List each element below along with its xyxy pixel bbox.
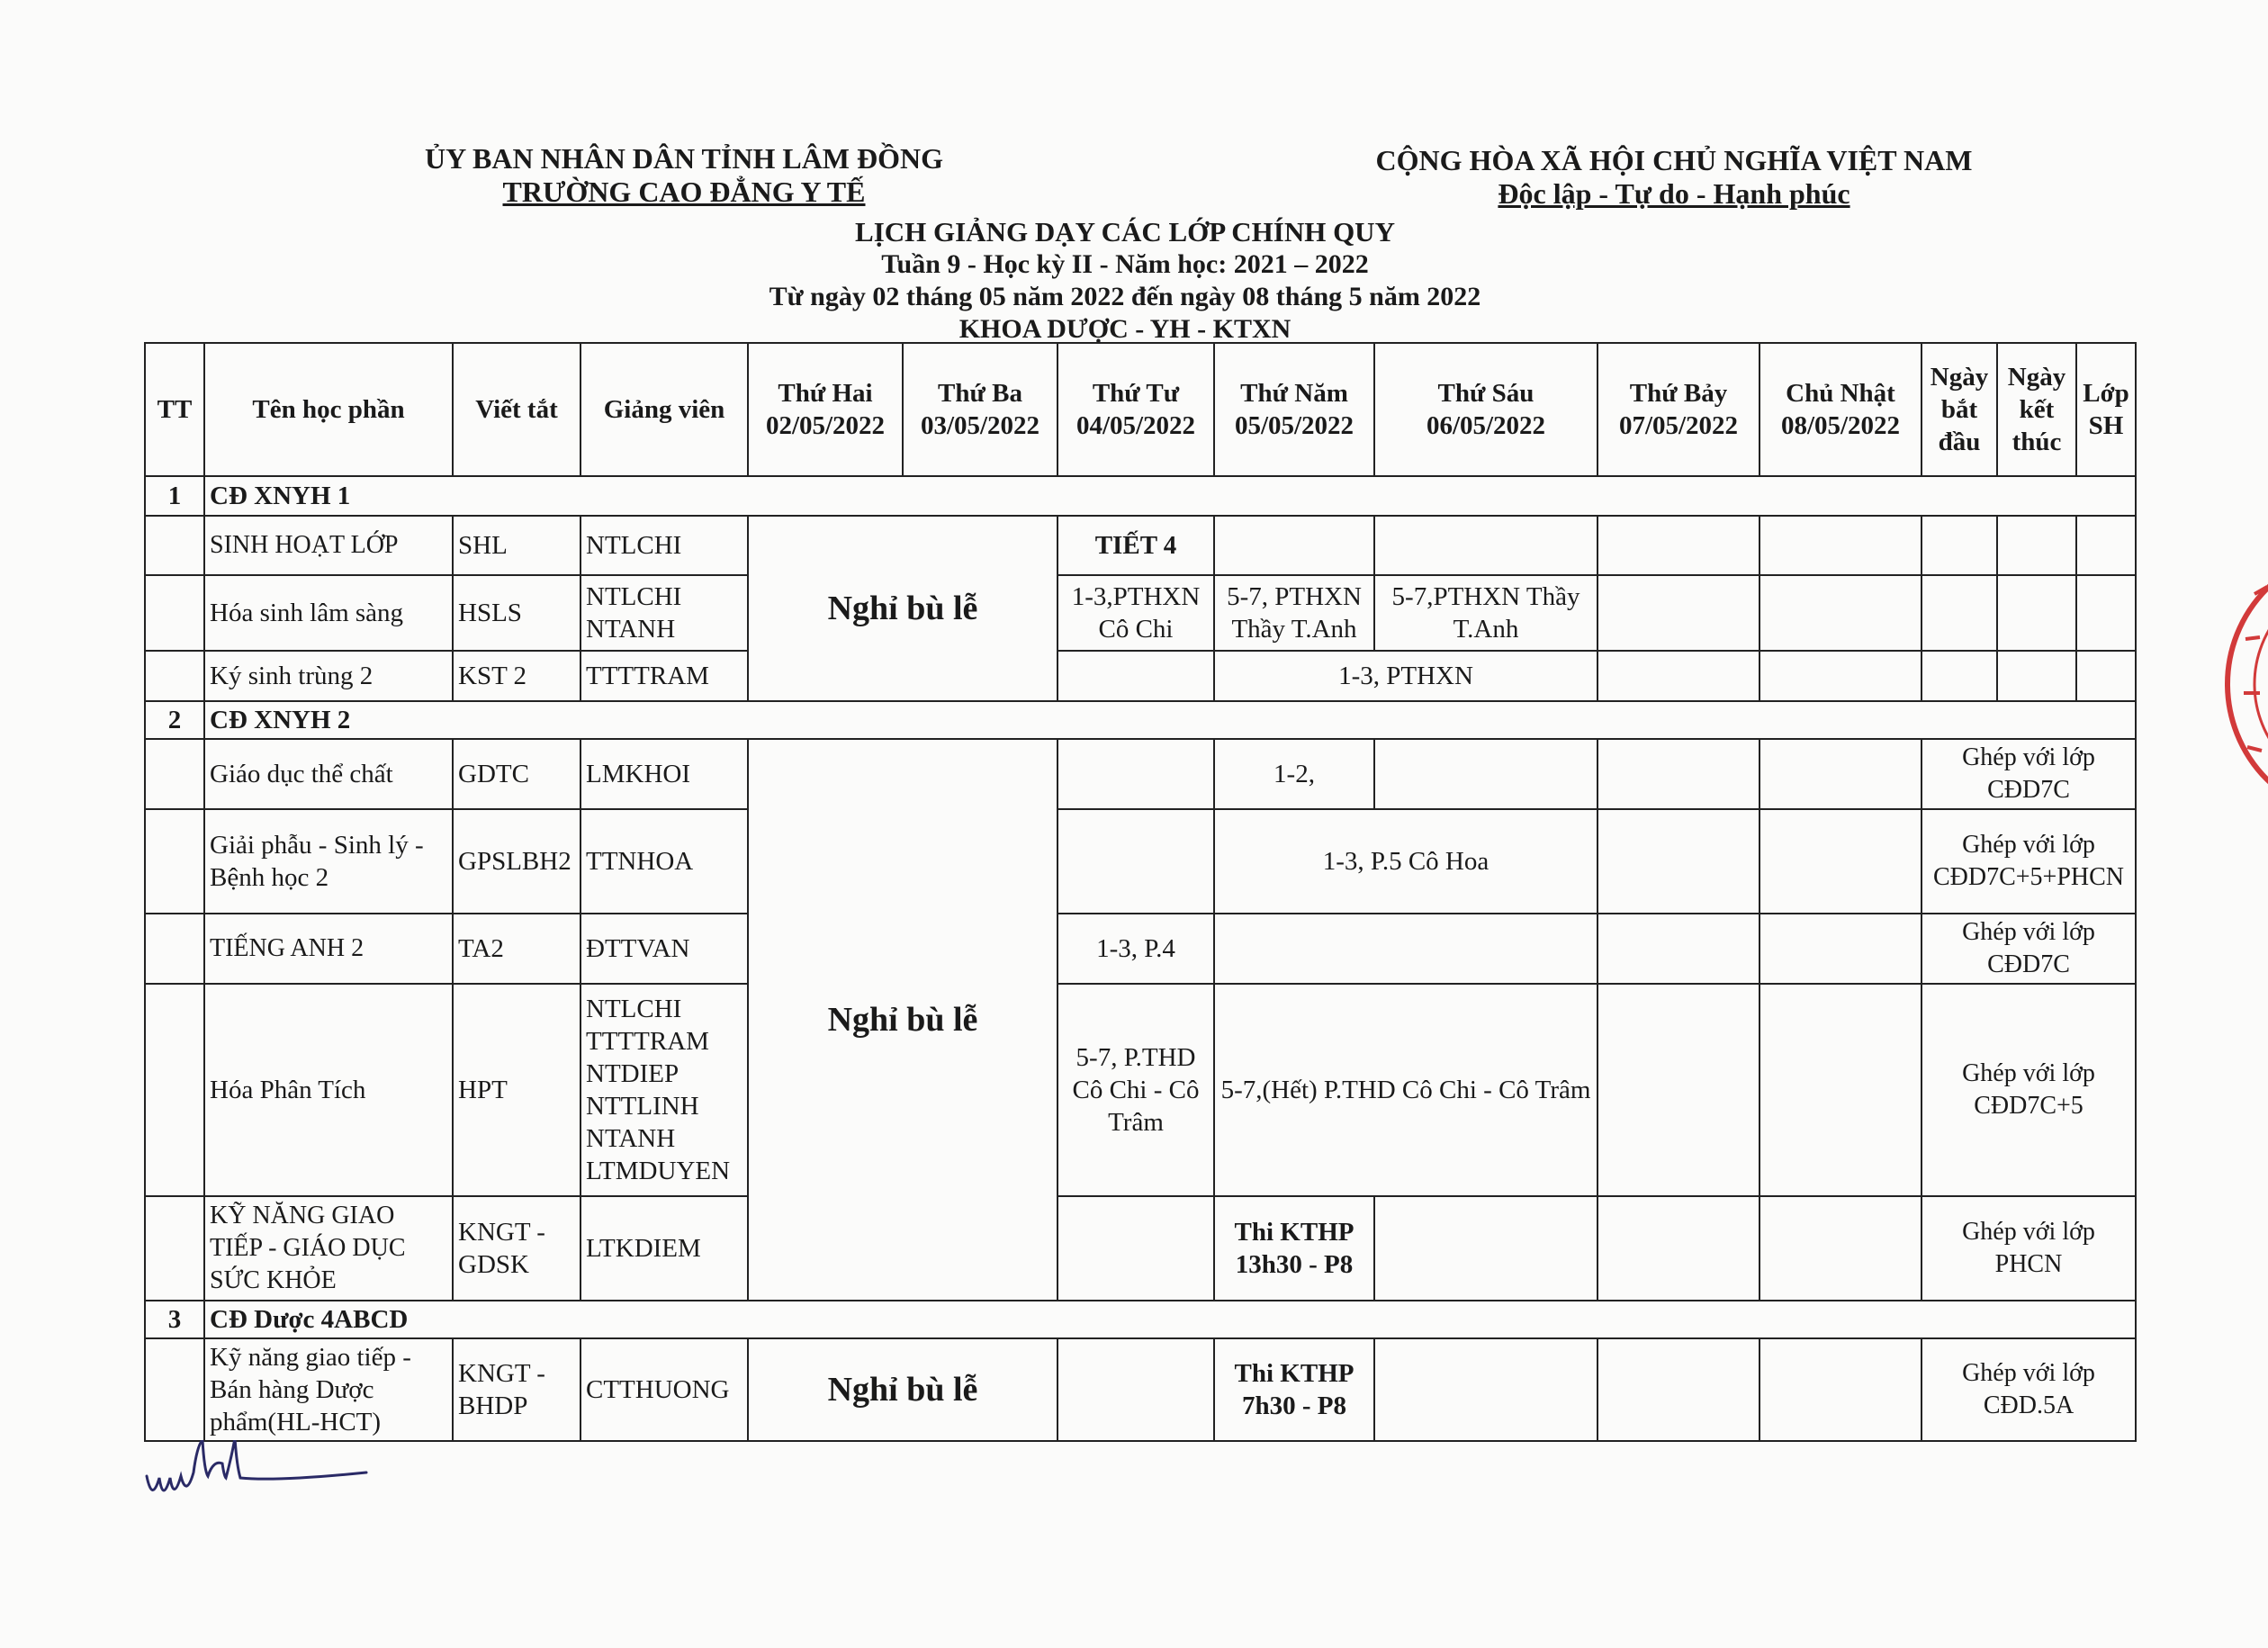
wed-cell: 1-3,PTHXN Cô Chi [1058,575,1214,651]
day-name: Chủ Nhật [1786,379,1895,408]
schedule-table [144,342,2137,1442]
lecturer-cell: NTLCHI NTANH [580,575,748,651]
group-name: CĐ XNYH 1 [204,476,2136,516]
table-row [145,809,2136,914]
group-number: 3 [145,1301,204,1338]
col-subject: Tên học phần [204,343,453,476]
subject-cell: KỸ NĂNG GIAO TIẾP - GIÁO DỤC SỨC KHỎE [204,1196,453,1301]
col-start: Ngày bắt đầu [1922,343,1997,476]
fri-cell: 5-7,PTHXN Thầy T.Anh [1374,575,1598,651]
day-date: 06/05/2022 [1426,411,1546,440]
col-tt: TT [145,343,204,476]
country-name: CỘNG HÒA XÃ HỘI CHỦ NGHĨA VIỆT NAM [1375,144,1973,176]
wed-cell: 1-3, P.4 [1058,914,1214,984]
col-end: Ngày kết thúc [1997,343,2076,476]
header-right [1350,144,1998,211]
note-cell: Ghép với lớp CĐD7C+5+PHCN [1922,809,2136,914]
day-date: 08/05/2022 [1780,411,1901,440]
subject-cell: Giải phẫu - Sinh lý - Bệnh học 2 [204,809,453,914]
day-date: 05/05/2022 [1234,411,1354,440]
table-row [145,1338,2136,1441]
school-name: TRƯỜNG CAO ĐẲNG Y TẾ [502,176,866,208]
table-row [145,914,2136,984]
day-date: 03/05/2022 [920,411,1040,440]
subject-cell: Hóa sinh lâm sàng [204,575,453,651]
lecturer-cell: NTLCHI TTTTRAM NTDIEP NTTLINH NTANH LTMDUYEN [580,984,748,1196]
subject-cell: Kỹ năng giao tiếp - Bán hàng Dược phẩm(HL-HCT) [204,1338,453,1441]
title-line3: Từ ngày 02 tháng 05 năm 2022 đến ngày 08 tháng 5 năm 2022 [769,282,1481,311]
abbr-cell: HPT [453,984,580,1196]
lecturer-cell: NTLCHI [580,516,748,575]
group-name: CĐ Dược 4ABCD [204,1301,2136,1338]
abbr-cell: SHL [453,516,580,575]
note-cell: Ghép với lớp CĐD.5A [1922,1338,2136,1441]
lecturer-cell: CTTHUONG [580,1338,748,1441]
note-cell: Ghép với lớp CĐD7C [1922,739,2136,809]
lecturer-cell: ĐTTVAN [580,914,748,984]
fri-cell: 5-7,(Hết) P.THD Cô Chi - Cô Trâm [1214,984,1598,1196]
col-wed [1058,343,1214,476]
day-name: Thứ Tư [1092,379,1180,408]
day-name: Thứ Bảy [1629,379,1728,408]
subject-cell: Hóa Phân Tích [204,984,453,1196]
table-row [145,516,2136,575]
abbr-cell: KNGT - BHDP [453,1338,580,1441]
group-name: CĐ XNYH 2 [204,701,2136,739]
col-abbr: Viết tắt [453,343,580,476]
abbr-cell: TA2 [453,914,580,984]
subject-cell: SINH HOẠT LỚP [204,516,453,575]
wed-cell: 5-7, P.THD Cô Chi - Cô Trâm [1058,984,1214,1196]
lecturer-cell: LTKDIEM [580,1196,748,1301]
col-lecturer: Giảng viên [580,343,748,476]
header-left [378,142,990,209]
day-name: Thứ Hai [778,379,873,408]
thu-cell: Thi KTHP 7h30 - P8 [1214,1338,1374,1441]
day-name: Thứ Năm [1240,379,1348,408]
fri-cell: 1-3, P.5 Cô Hoa [1214,809,1598,914]
day-date: 07/05/2022 [1618,411,1739,440]
thu-fri-cell: 1-3, PTHXN [1214,651,1598,701]
signature-mark [142,1440,385,1512]
stamp-mark [2218,540,2268,828]
subject-cell: Ký sinh trùng 2 [204,651,453,701]
lecturer-cell: TTTTRAM [580,651,748,701]
title-line2: Tuần 9 - Học kỳ II - Năm học: 2021 – 2022 [881,249,1369,279]
table-row [145,984,2136,1196]
day-date: 04/05/2022 [1076,411,1196,440]
abbr-cell: GPSLBH2 [453,809,580,914]
abbr-cell: KNGT - GDSK [453,1196,580,1301]
table-row [145,651,2136,701]
thu-cell: 5-7, PTHXN Thầy T.Anh [1214,575,1374,651]
table-row [145,1196,2136,1301]
holiday-cell: Nghỉ bù lễ [748,739,1058,1301]
title-line1: LỊCH GIẢNG DẠY CÁC LỚP CHÍNH QUY [855,216,1395,248]
day-name: Thứ Ba [938,379,1022,408]
abbr-cell: KST 2 [453,651,580,701]
note-cell: Ghép với lớp PHCN [1922,1196,2136,1301]
group-row [145,1301,2136,1338]
day-date: 02/05/2022 [765,411,886,440]
col-fri [1374,343,1598,476]
col-sat [1598,343,1760,476]
col-mon [748,343,903,476]
abbr-cell: GDTC [453,739,580,809]
group-row [145,701,2136,739]
table-row [145,575,2136,651]
table-row [145,739,2136,809]
subject-cell: Giáo dục thể chất [204,739,453,809]
title-line4: KHOA DƯỢC - YH - KTXN [958,314,1292,344]
note-cell: Ghép với lớp CĐD7C+5 [1922,984,2136,1196]
col-thu [1214,343,1374,476]
motto: Độc lập - Tự do - Hạnh phúc [1498,177,1850,210]
holiday-cell: Nghỉ bù lễ [748,516,1058,701]
group-number: 2 [145,701,204,739]
document-title [504,216,1746,346]
lecturer-cell: LMKHOI [580,739,748,809]
header-row [145,343,2136,476]
col-sh: Lớp SH [2076,343,2136,476]
province-committee: ỦY BAN NHÂN DÂN TỈNH LÂM ĐỒNG [424,142,943,175]
subject-cell: TIẾNG ANH 2 [204,914,453,984]
group-number: 1 [145,476,204,516]
group-row [145,476,2136,516]
thu-cell: 1-2, [1214,739,1374,809]
col-sun [1760,343,1922,476]
holiday-cell: Nghỉ bù lễ [748,1338,1058,1441]
col-tue [903,343,1058,476]
abbr-cell: HSLS [453,575,580,651]
wed-cell: TIẾT 4 [1058,516,1214,575]
thu-cell: Thi KTHP 13h30 - P8 [1214,1196,1374,1301]
note-cell: Ghép với lớp CĐD7C [1922,914,2136,984]
lecturer-cell: TTNHOA [580,809,748,914]
day-name: Thứ Sáu [1437,379,1534,408]
